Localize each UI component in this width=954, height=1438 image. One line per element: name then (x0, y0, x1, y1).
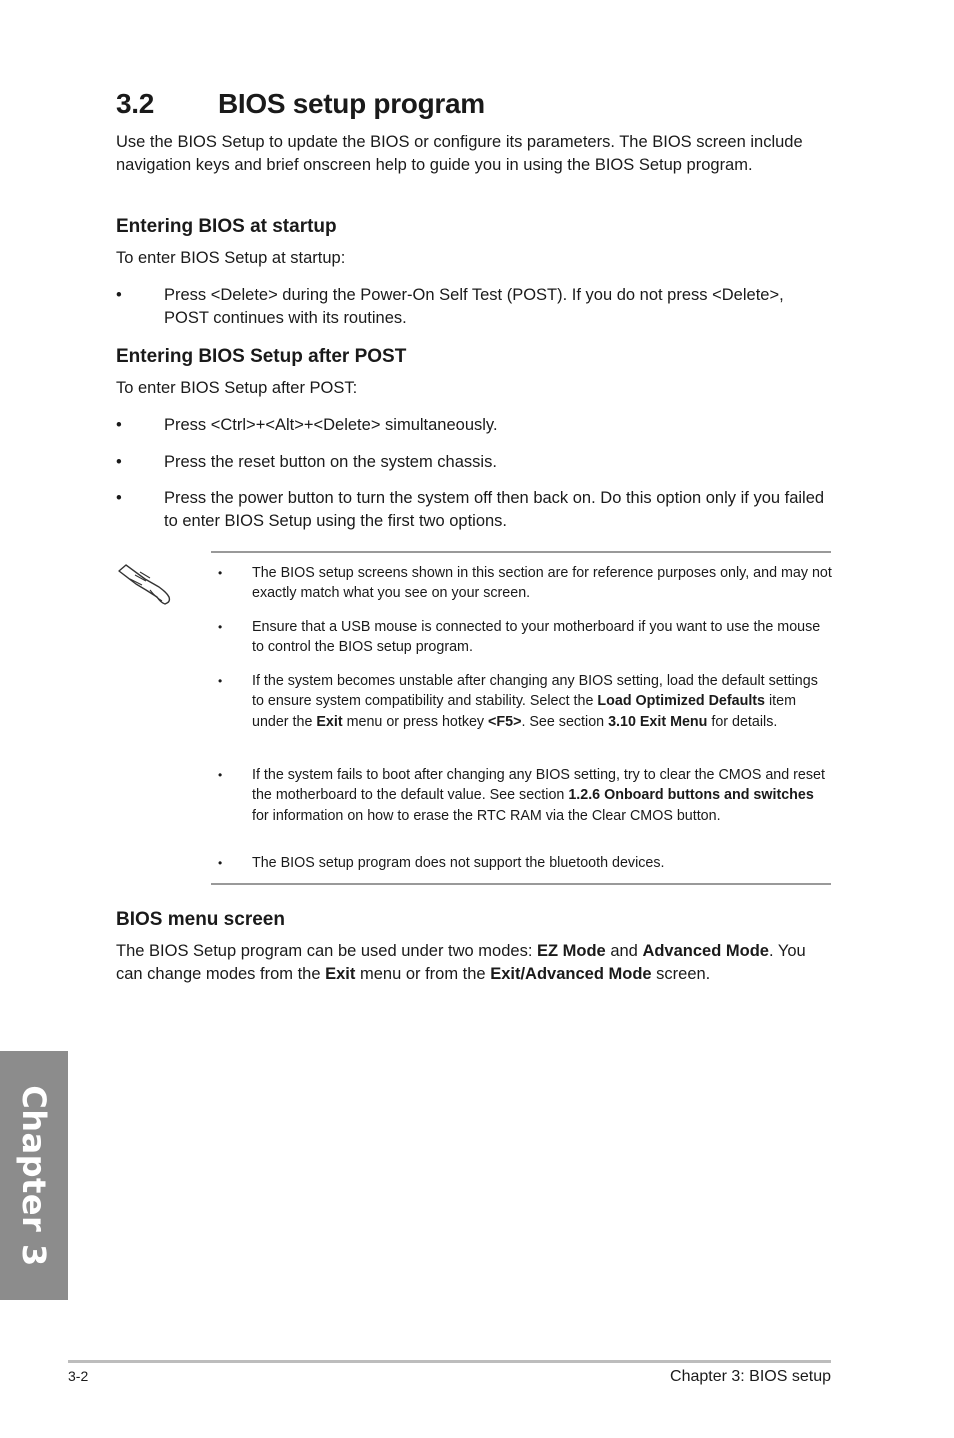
note-item (218, 671, 832, 732)
bold-term: <F5> (488, 713, 522, 730)
bold-term: Advanced Mode (642, 942, 769, 960)
note-item-text: If the system becomes unstable after changing any BIOS setting, load the default settings to ensure system compatibility and stability. Select the Load Optimized Defaults item under the Exit menu or press hotkey <F5>. See section 3.10 Exit Menu for details. (252, 673, 818, 730)
note-item-text: The BIOS setup screens shown in this section are for reference purposes only, and may not exactly match what you see on your screen. (252, 565, 832, 602)
after-post-bullet-text: Press the reset button on the system chassis. (164, 453, 497, 471)
chapter-tab-label: Chapter 3 (15, 1085, 53, 1267)
footer-divider (68, 1360, 831, 1363)
bold-term: Exit/Advanced Mode (490, 965, 652, 983)
bullet-marker: • (116, 453, 122, 471)
bullet-marker: • (218, 856, 223, 870)
section-title (116, 88, 485, 120)
after-post-bullet-text: Press <Ctrl>+<Alt>+<Delete> simultaneously. (164, 416, 498, 434)
note-item-text: Ensure that a USB mouse is connected to your motherboard if you want to use the mouse to control the BIOS setup program. (252, 619, 821, 656)
note-item-text: If the system fails to boot after changing any BIOS setting, try to clear the CMOS and reset the motherboard to the default value. See section 1.2.6 Onboard buttons and switches for information on how to erase the RTC RAM via the Clear CMOS button. (252, 767, 825, 824)
bullet-marker: • (218, 674, 223, 688)
after-post-bullet (116, 487, 832, 533)
page-number: 3-2 (68, 1368, 89, 1384)
bold-term: Exit (316, 713, 343, 730)
after-post-heading: Entering BIOS Setup after POST (116, 346, 407, 367)
startup-heading: Entering BIOS at startup (116, 216, 337, 237)
after-post-bullet (116, 451, 832, 474)
section-number: 3.2 (116, 88, 155, 119)
note-item (218, 765, 832, 826)
bold-term: 1.2.6 Onboard buttons and switches (568, 787, 814, 804)
bold-term: 3.10 Exit Menu (608, 713, 708, 730)
bold-term: EZ Mode (536, 942, 606, 960)
bullet-marker: • (116, 286, 122, 304)
bold-term: Exit (325, 965, 356, 983)
menu-screen-heading: BIOS menu screen (116, 909, 285, 930)
bold-term: Load Optimized Defaults (597, 693, 766, 710)
menu-screen-paragraph: The BIOS Setup program can be used under two modes: EZ Mode and Advanced Mode. You can change modes from the Exit menu or from the Exit/Advanced Mode screen. (116, 942, 806, 983)
note-item-text: The BIOS setup program does not support the bluetooth devices. (252, 855, 665, 871)
startup-bullet-text: Press <Delete> during the Power-On Self Test (POST). If you do not press <Delete>, POST continues with its routines. (164, 286, 784, 327)
bullet-marker: • (116, 489, 122, 507)
after-post-bullet (116, 414, 832, 437)
bullet-marker: • (218, 768, 223, 782)
startup-bullet (116, 284, 832, 330)
footer-chapter: Chapter 3: BIOS setup (670, 1368, 831, 1385)
bullet-marker: • (218, 620, 223, 634)
section-title-text: BIOS setup program (218, 88, 485, 119)
bullet-marker: • (116, 416, 122, 434)
hand-note-icon (116, 560, 174, 606)
after-post-lead: To enter BIOS Setup after POST: (116, 379, 358, 397)
startup-lead: To enter BIOS Setup at startup: (116, 249, 346, 267)
intro-paragraph: Use the BIOS Setup to update the BIOS or configure its parameters. The BIOS screen include navigation keys and brief onscreen help to guide you in using the BIOS Setup program. (116, 133, 803, 174)
bullet-marker: • (218, 566, 223, 580)
chapter-tab (0, 1051, 68, 1300)
note-item (218, 563, 832, 604)
note-item (218, 853, 832, 873)
note-item (218, 617, 832, 658)
after-post-bullet-text: Press the power button to turn the system off then back on. Do this option only if you failed to enter BIOS Setup using the first two options. (164, 489, 825, 530)
